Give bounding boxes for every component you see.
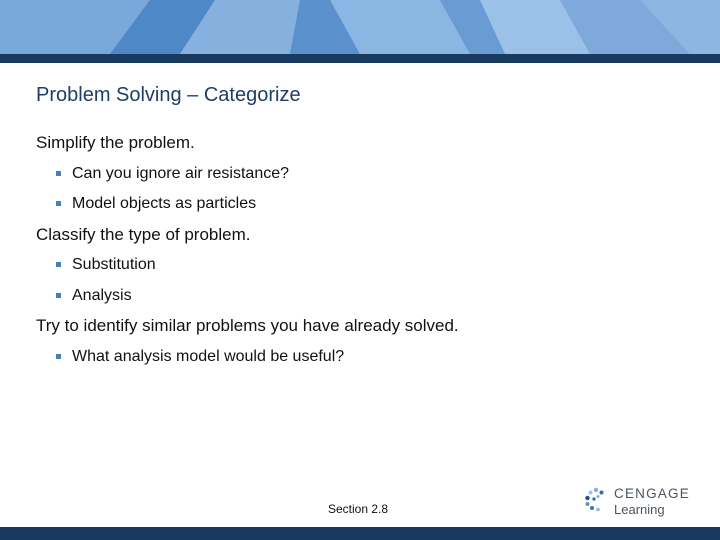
bullet-square-icon — [56, 354, 61, 359]
footer-bar — [0, 527, 720, 540]
cengage-mark-icon — [583, 486, 609, 512]
header-banner — [0, 0, 720, 54]
sub-point-text: Can you ignore air resistance? — [72, 164, 290, 182]
bullet-square-icon — [56, 171, 61, 176]
cengage-logo — [583, 484, 693, 520]
header-divider — [0, 54, 720, 63]
slide-content — [36, 133, 696, 377]
bullet-square-icon — [56, 293, 61, 298]
sub-point-text: Model objects as particles — [72, 195, 257, 212]
sub-point-text: Substitution — [72, 256, 156, 273]
sub-point-text: Analysis — [72, 286, 132, 304]
bullet-square-icon — [56, 262, 61, 267]
sub-point — [36, 286, 696, 317]
sub-point — [36, 194, 696, 225]
section-label: Section 2.8 — [328, 502, 389, 516]
sub-point — [36, 255, 696, 286]
point-identify: Try to identify similar problems you have already solved. — [36, 316, 459, 335]
logo-subwordmark: Learning — [614, 502, 665, 517]
point-simplify: Simplify the problem. — [36, 133, 195, 152]
sub-point-text: What analysis model would be useful? — [72, 347, 345, 365]
logo-wordmark: CENGAGE — [614, 486, 690, 501]
sub-point — [36, 164, 696, 195]
slide-title: Problem Solving – Categorize — [36, 84, 301, 106]
bullet-square-icon — [56, 201, 61, 206]
banner-pattern — [0, 0, 720, 54]
sub-point — [36, 347, 696, 378]
point-classify: Classify the type of problem. — [36, 224, 251, 244]
